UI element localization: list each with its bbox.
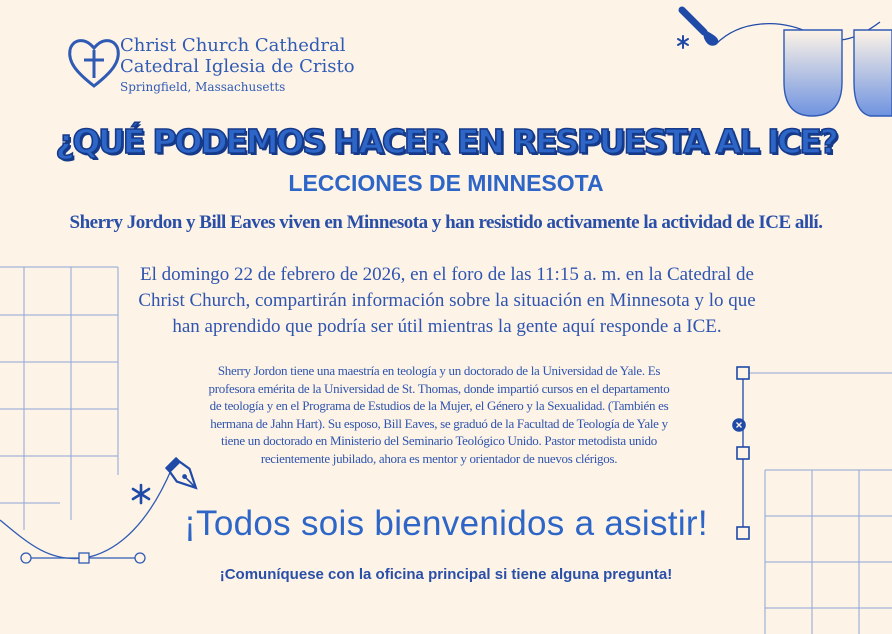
event-line: han aprendido que podría ser útil mientras la gente aquí responde a ICE. bbox=[172, 316, 722, 337]
bio-line: tiene un doctorado en Ministerio del Seminario Teológico Unido. Pastor metodista unido bbox=[221, 433, 657, 449]
asterisk-icon-top bbox=[678, 36, 688, 48]
bio-line: de teología y en el Programa de Estudios de la Mujer, el Género y la Sexualidad. (También es bbox=[209, 398, 669, 414]
event-line: El domingo 22 de febrero de 2026, en el foro de las 11:15 a. m. en la Catedral de bbox=[140, 264, 754, 285]
left-grid bbox=[0, 267, 118, 530]
church-name-english: Christ Church Cathedral bbox=[120, 35, 346, 56]
speaker-bio bbox=[160, 362, 718, 468]
event-line: Christ Church, compartirán información sobre la situación en Minnesota y lo que bbox=[138, 290, 756, 311]
bio-line: profesora emérita de la Universidad de St. Thomas, donde impartió cursos en el departamento bbox=[208, 380, 670, 396]
church-location: Springfield, Massachusetts bbox=[120, 80, 286, 94]
contact-text: ¡Comuníquese con la oficina principal si tiene alguna pregunta! bbox=[219, 566, 673, 583]
bio-line: Sherry Jordon tiene una maestría en teología y un doctorado de la Universidad de Yale. Es bbox=[217, 363, 661, 378]
heart-cross-icon bbox=[66, 36, 122, 90]
bio-line: hermana de Jahn Hart). Su esposo, Bill Eaves, se graduó de la Facultad de Teología de Yale y bbox=[210, 415, 668, 431]
bio-line: recientemente jubilado, ahora es mentor y orientador de nuevos clérigos. bbox=[260, 450, 618, 466]
subheadline: LECCIONES DE MINNESOTA bbox=[288, 170, 604, 196]
asterisk-icon bbox=[133, 485, 149, 503]
church-logo bbox=[120, 36, 355, 96]
headline: ¿QUÉ PODEMOS HACER EN RESPUESTA AL ICE? bbox=[55, 122, 837, 161]
droplet-shapes bbox=[784, 30, 892, 116]
welcome-text: ¡Todos sois bienvenidos a asistir! bbox=[184, 504, 708, 543]
bezier-curve bbox=[0, 468, 172, 559]
event-description bbox=[110, 262, 784, 340]
right-grid bbox=[765, 470, 892, 634]
intro-text: Sherry Jordon y Bill Eaves viven en Minnesota y han resistido activamente la actividad de ICE allí. bbox=[69, 212, 823, 233]
church-name-spanish: Catedral Iglesia de Cristo bbox=[120, 56, 355, 77]
